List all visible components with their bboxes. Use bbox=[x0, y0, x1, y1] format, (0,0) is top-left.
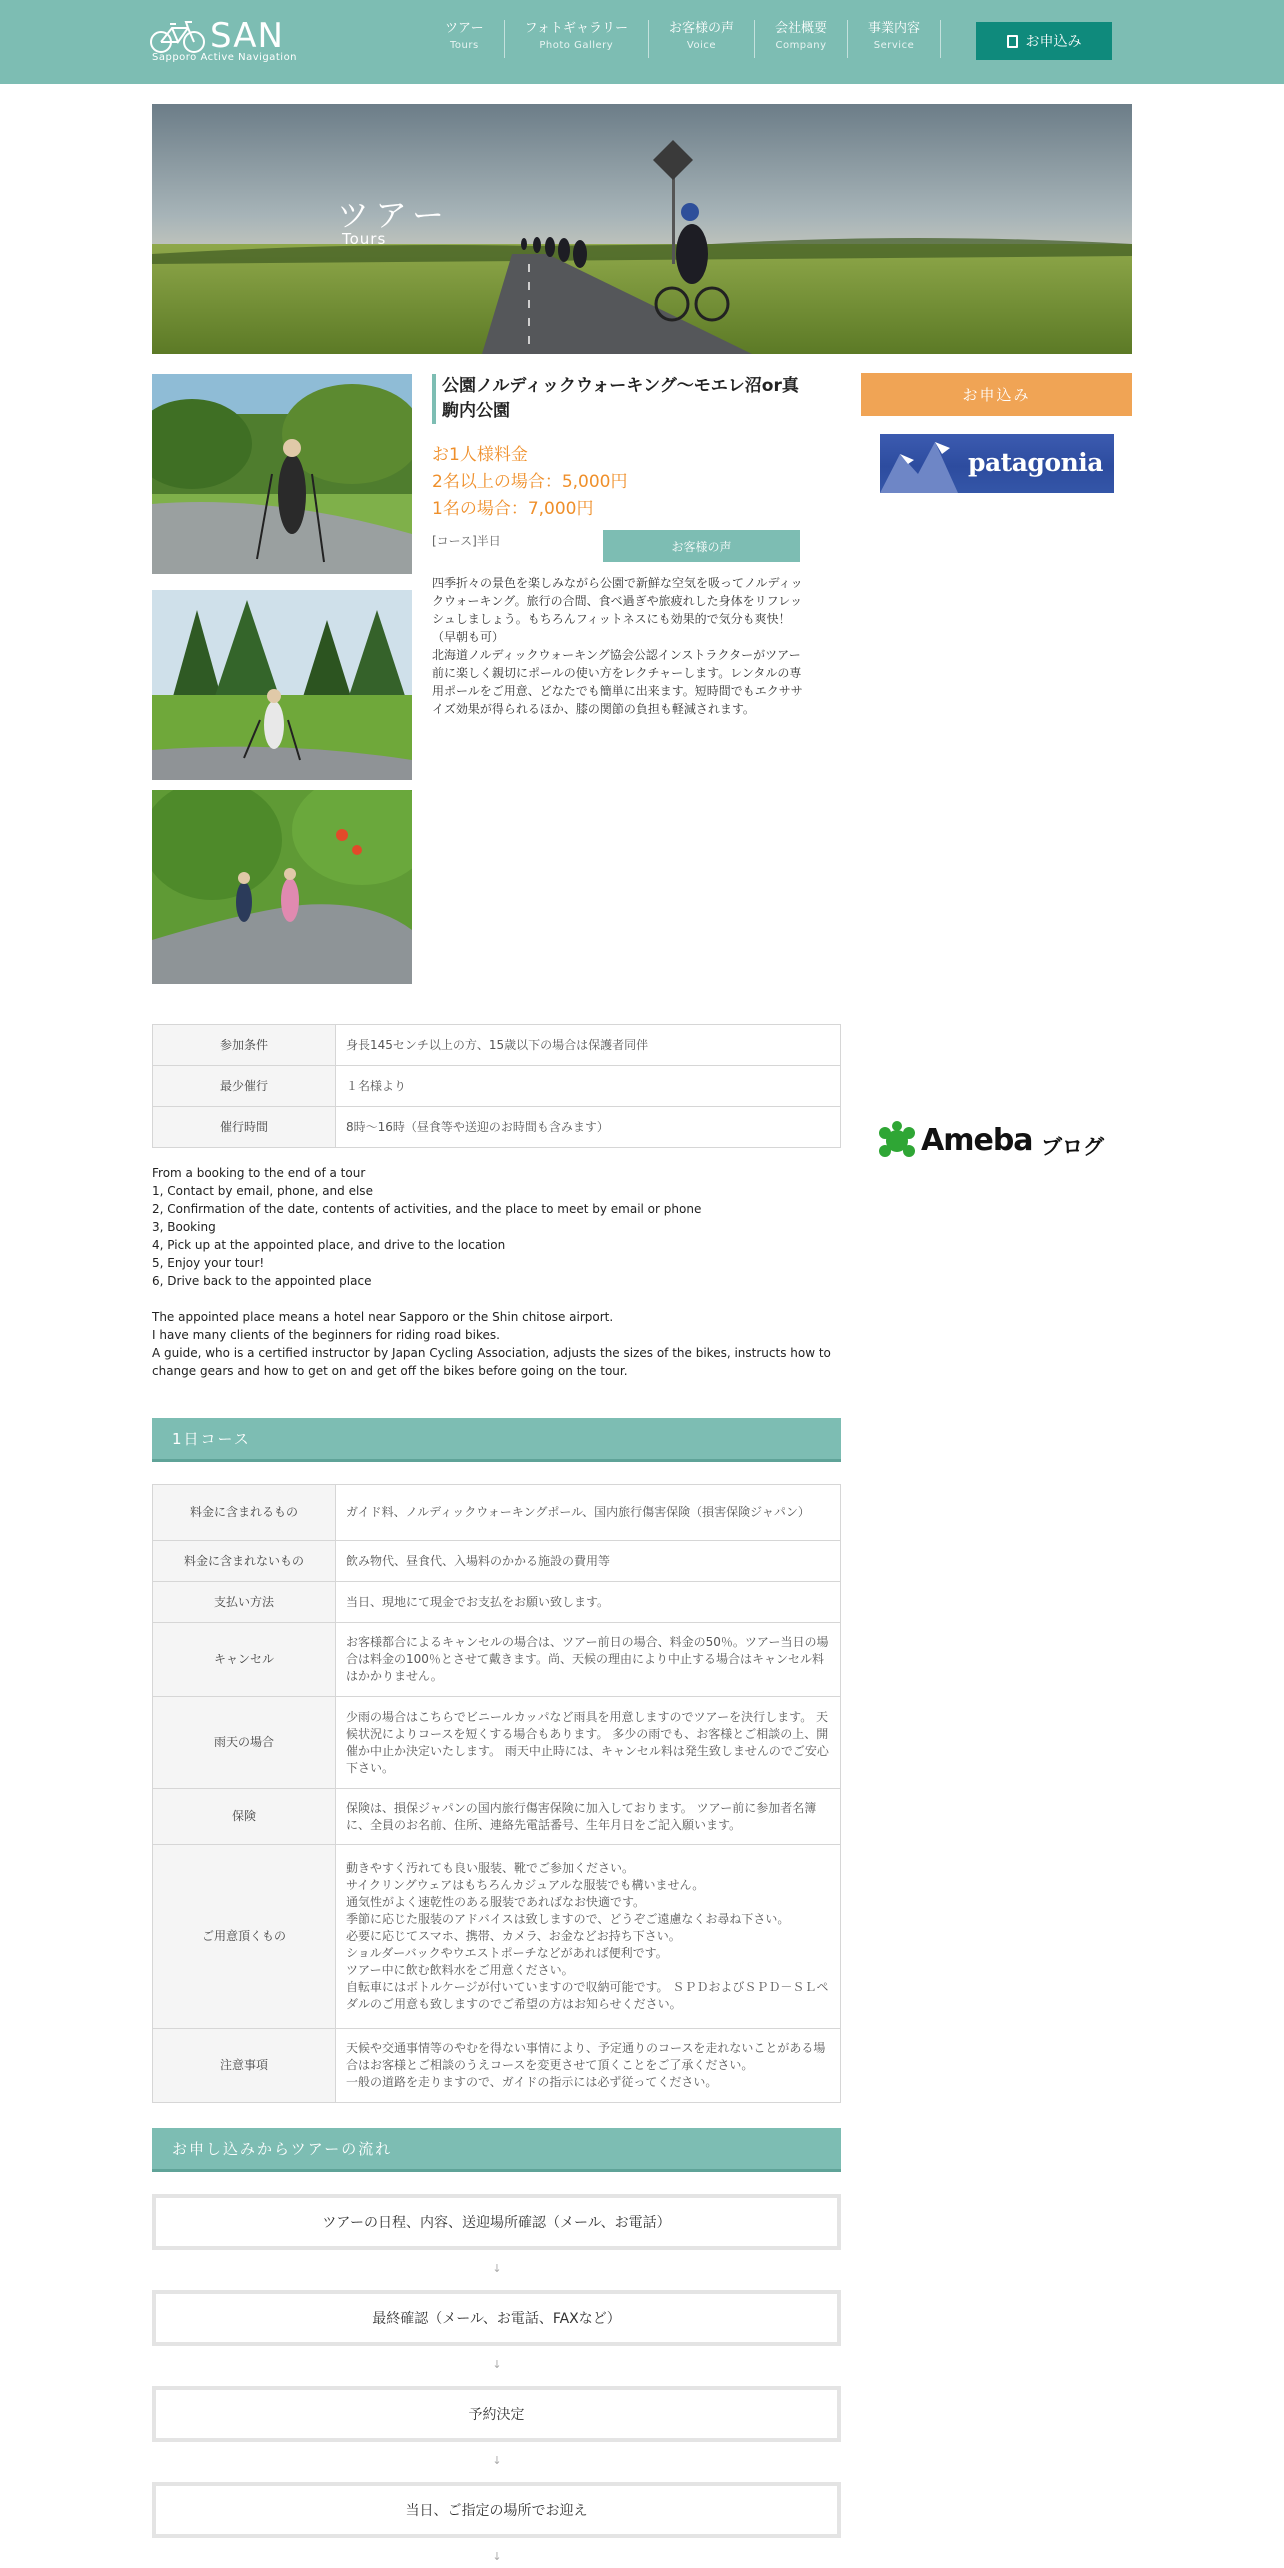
table-row bbox=[153, 2029, 841, 2103]
row-label: 料金に含まれないもの bbox=[153, 1541, 336, 1582]
price-line: 2名以上の場合：5,000円 bbox=[432, 472, 628, 492]
ameba-blog-banner[interactable] bbox=[877, 1121, 1122, 1163]
tour-description: 四季折々の景色を楽しみながら公園で新鮮な空気を吸ってノルディックウォーキング。旅行の合間、食べ過ぎや旅疲れした身体をリフレッシュしましょう。もちろんフィットネスにも効果的で気分も爽快！（早朝も可） 北海道ノルディックウォーキング協会公認インストラクターがツアー前に楽しく親切にポールの使い方をレクチャーします。レンタルの専用ポールをご用意、どなたでも簡単に出来ます。短時間でもエクササイズ効果が得られるほか、膝の関節の負担も軽減されます。 bbox=[432, 576, 803, 716]
ameba-icon bbox=[877, 1121, 917, 1161]
nav-sublabel: Photo Gallery bbox=[539, 40, 614, 51]
price-line: 1名の場合：7,000円 bbox=[432, 499, 594, 519]
logo-subtitle: Sapporo Active Navigation bbox=[152, 52, 298, 63]
nav-sublabel: Tours bbox=[449, 40, 479, 51]
header-apply-button[interactable] bbox=[976, 22, 1112, 60]
table-row bbox=[153, 1066, 841, 1107]
down-arrow-icon: ↓ bbox=[492, 2262, 502, 2275]
sidebar-apply-button[interactable]: お申込み bbox=[861, 373, 1132, 416]
down-arrow-icon: ↓ bbox=[492, 2454, 502, 2467]
nav-item-photo-gallery[interactable] bbox=[505, 20, 649, 58]
row-label: 最少催行 bbox=[153, 1066, 336, 1107]
walking-photo-1 bbox=[152, 374, 412, 574]
table-row bbox=[153, 1697, 841, 1789]
nav-item-company[interactable] bbox=[755, 20, 848, 58]
row-value: ガイド料、ノルディックウォーキングポール、国内旅行傷害保険（損害保険ジャパン） bbox=[336, 1485, 841, 1541]
row-label: キャンセル bbox=[153, 1623, 336, 1697]
hero-banner bbox=[152, 104, 1132, 354]
nav-item-service[interactable] bbox=[848, 20, 941, 58]
down-arrow-icon: ↓ bbox=[492, 2358, 502, 2371]
nav-label: ツアー bbox=[445, 21, 484, 36]
day-course-table bbox=[152, 1484, 841, 2103]
row-label: 保険 bbox=[153, 1789, 336, 1845]
nav-label: お客様の声 bbox=[668, 21, 734, 36]
nav-sublabel: Company bbox=[775, 40, 827, 51]
row-value: 天候や交通事情等のやむを得ない事情により、予定通りのコースを走れないことがある場合はお客様とご相談のうえコースを変更させて頂くことをご了承ください。 一般の道路を走りますので、ガイドの指示には必ず従ってください。 bbox=[336, 2029, 841, 2103]
row-label: 注意事項 bbox=[153, 2029, 336, 2103]
flow-step: 当日、ご指定の場所でお迎え bbox=[152, 2482, 841, 2538]
walking-photo-3 bbox=[152, 790, 412, 984]
walking-photo-2 bbox=[152, 590, 412, 780]
flow-step: 予約決定 bbox=[152, 2386, 841, 2442]
row-value: お客様都合によるキャンセルの場合は、ツアー前日の場合、料金の50％。ツアー当日の場合は料金の100％とさせて戴きます。尚、天候の理由により中止する場合はキャンセル料はかかりません。 bbox=[336, 1623, 841, 1697]
nav-label: 事業内容 bbox=[868, 21, 921, 36]
bicycle-icon bbox=[150, 20, 206, 54]
row-label: 支払い方法 bbox=[153, 1582, 336, 1623]
document-icon bbox=[1007, 35, 1018, 48]
conditions-table bbox=[152, 1024, 841, 1148]
nav-item-voice[interactable] bbox=[649, 20, 755, 58]
tour-title: 公園ノルディックウォーキング〜モエレ沼or真駒内公園 bbox=[432, 374, 802, 424]
english-description: From a booking to the end of a tour 1, Contact by email, phone, and else 2, Confirmation of the date, contents of activities, and the place to meet by email or phone 3, Booking 4, Pick up at the appointed place, and drive to the location 5, Enjoy your tour! 6, Drive back to the appointed place The appointed place means a hotel near Sapporo or the Shin chitose airport. I have many clients of the beginners for riding road bikes. A guide, who is a certified instructor by Japan Cycling Association, adjusts the sizes of the bikes, instructs how to change gears and how to get on and get off the bikes before going on the tour. bbox=[152, 1166, 831, 1378]
table-row bbox=[153, 1582, 841, 1623]
table-row bbox=[153, 1485, 841, 1541]
section-heading-flow: お申し込みからツアーの流れ bbox=[152, 2128, 841, 2172]
table-row bbox=[153, 1025, 841, 1066]
patagonia-banner[interactable] bbox=[880, 434, 1114, 493]
nav-label: 会社概要 bbox=[775, 21, 828, 36]
nav-sublabel: Service bbox=[873, 40, 915, 51]
hero-image bbox=[152, 104, 1132, 354]
row-label: ご用意頂くもの bbox=[153, 1845, 336, 2029]
ameba-logo-text: Ameba bbox=[921, 1123, 1033, 1158]
row-value: 8時～16時（昼食等や送迎のお時間も含みます） bbox=[336, 1107, 841, 1148]
row-value: １名様より bbox=[336, 1066, 841, 1107]
flow-step: 最終確認（メール、お電話、FAXなど） bbox=[152, 2290, 841, 2346]
nav-label: フォトギャラリー bbox=[524, 21, 628, 36]
row-label: 雨天の場合 bbox=[153, 1697, 336, 1789]
row-value: 保険は、損保ジャパンの国内旅行傷害保険に加入しております。 ツアー前に参加者名簿に、全員のお名前、住所、連絡先電話番号、生年月日をご記入願います。 bbox=[336, 1789, 841, 1845]
price-line: お1人様料金 bbox=[432, 445, 528, 465]
customer-voice-button[interactable]: お客様の声 bbox=[603, 530, 800, 562]
apply-label: お申込み bbox=[1025, 34, 1082, 50]
hero-subtitle: Tours bbox=[342, 230, 387, 248]
row-value: 動きやすく汚れても良い服装、靴でご参加ください。 サイクリングウェアはもちろんカジュアルな服装でも構いません。 通気性がよく速乾性のある服装であればなお快適です。 季節に応じた服装のアドバイスは致しますので、どうぞご遠慮なくお尋ね下さい。 必要に応じてスマホ、携帯、カメラ、お金などお持ち下さい。 ショルダーバックやウエストポーチなどがあれば便利です。 ツアー中に飲む飲料水をご用意ください。 自転車にはボトルケージが付いていますので収納可能です。 ＳＰＤおよびＳＰＤ－ＳＬペダルのご用意も致しますのでご希望の方はお知らせください。 bbox=[336, 1845, 841, 2029]
logo-text: SAN bbox=[210, 16, 284, 56]
ameba-blog-label: ブログ bbox=[1041, 1135, 1104, 1159]
nav-sublabel: Voice bbox=[686, 40, 717, 51]
patagonia-logo-text: patagonia bbox=[968, 448, 1103, 477]
site-header bbox=[0, 0, 1284, 84]
row-label: 料金に含まれるもの bbox=[153, 1485, 336, 1541]
hero-title: ツアー bbox=[337, 196, 451, 234]
table-row bbox=[153, 1789, 841, 1845]
table-row bbox=[153, 1845, 841, 2029]
table-row bbox=[153, 1107, 841, 1148]
course-duration: [コース]半日 bbox=[432, 534, 501, 548]
row-value: 飲み物代、昼食代、入場料のかかる施設の費用等 bbox=[336, 1541, 841, 1582]
row-value: 少雨の場合はこちらでビニールカッパなど雨具を用意しますのでツアーを決行します。 天候状況によりコースを短くする場合もあります。 多少の雨でも、お客様とご相談の上、開催か中止か決定いたします。 雨天中止時には、キャンセル料は発生致しませんのでご安心下さい。 bbox=[336, 1697, 841, 1789]
down-arrow-icon: ↓ bbox=[492, 2550, 502, 2563]
row-label: 催行時間 bbox=[153, 1107, 336, 1148]
tour-photo bbox=[152, 790, 412, 984]
table-row bbox=[153, 1623, 841, 1697]
tour-photo bbox=[152, 374, 412, 574]
main-nav bbox=[425, 20, 941, 58]
section-heading-day-course: 1日コース bbox=[152, 1418, 841, 1462]
row-value: 身長145センチ以上の方、15歳以下の場合は保護者同伴 bbox=[336, 1025, 841, 1066]
row-label: 参加条件 bbox=[153, 1025, 336, 1066]
tour-photo bbox=[152, 590, 412, 780]
flow-step: ツアーの日程、内容、送迎場所確認（メール、お電話） bbox=[152, 2194, 841, 2250]
table-row bbox=[153, 1541, 841, 1582]
row-value: 当日、現地にて現金でお支払をお願い致します。 bbox=[336, 1582, 841, 1623]
nav-item-tours[interactable] bbox=[425, 20, 505, 58]
